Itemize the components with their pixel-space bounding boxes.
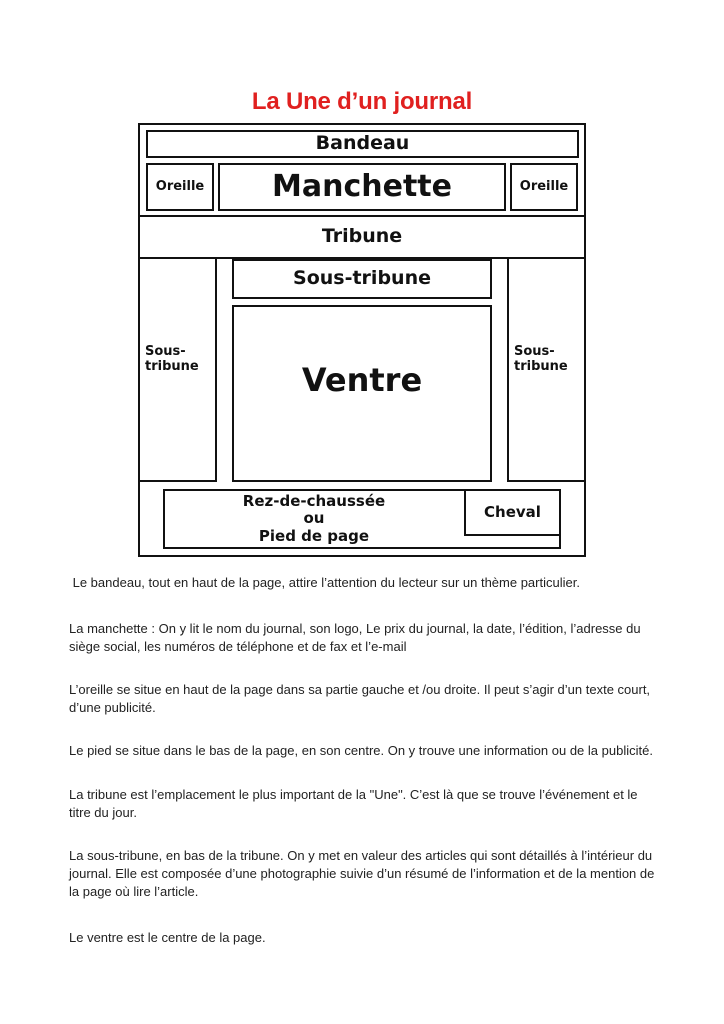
rez-line3: Pied de page [258,526,370,545]
paragraph-tribune: La tribune est l’emplacement le plus important de la "Une". C’est là que se trouve l’événement et le titre du jour. [69,787,638,820]
page-title: La Une d’un journal [251,88,473,115]
paragraph-bandeau: Le bandeau, tout en haut de la page, attire l’attention du lecteur sur un thème particulier. [69,575,580,590]
oreille-left-label: Oreille [155,178,205,194]
paragraph-pied: Le pied se situe dans le bas de la page, en son centre. On y trouve une information ou de la publicité. [69,743,653,758]
sous-tribune-right-line1: Sous- [514,344,555,360]
sous-tribune-right-label [509,330,584,390]
bandeau-label: Bandeau [315,132,410,155]
sous-tribune-center-label: Sous-tribune [293,267,431,290]
sous-tribune-left-line2: tribune [145,359,199,374]
rez-de-chaussee-label [165,489,463,549]
ventre-label: Ventre [301,360,423,399]
sous-tribune-left-line1: Sous- [145,344,186,360]
tribune-label: Tribune [321,225,403,248]
paragraph-sous-tribune: La sous-tribune, en bas de la tribune. On y met en valeur des articles qui sont détaillés à l’intérieur du journal. Elle est composée d’une photographie suivie d’un résumé de l’information et de la mention de la page où lire l’article. [69,848,655,899]
manchette-label: Manchette [272,168,452,204]
paragraph-oreille: L’oreille se situe en haut de la page dans sa partie gauche et /ou droite. Il peut s’agir d’un texte court, d’une publicité. [69,682,651,715]
paragraph-manchette: La manchette : On y lit le nom du journal, son logo, Le prix du journal, la date, l’édition, l’adresse du siège social, les numéros de téléphone et de fax et l’e-mail [69,621,641,654]
rez-line1: Rez-de-chaussée [242,492,386,511]
sous-tribune-left-label [140,330,215,390]
cheval-label: Cheval [484,502,541,521]
paragraph-ventre: Le ventre est le centre de la page. [69,930,266,945]
rez-line2: ou [303,509,325,528]
oreille-right-label: Oreille [519,178,569,194]
sous-tribune-right-line2: tribune [514,359,568,374]
